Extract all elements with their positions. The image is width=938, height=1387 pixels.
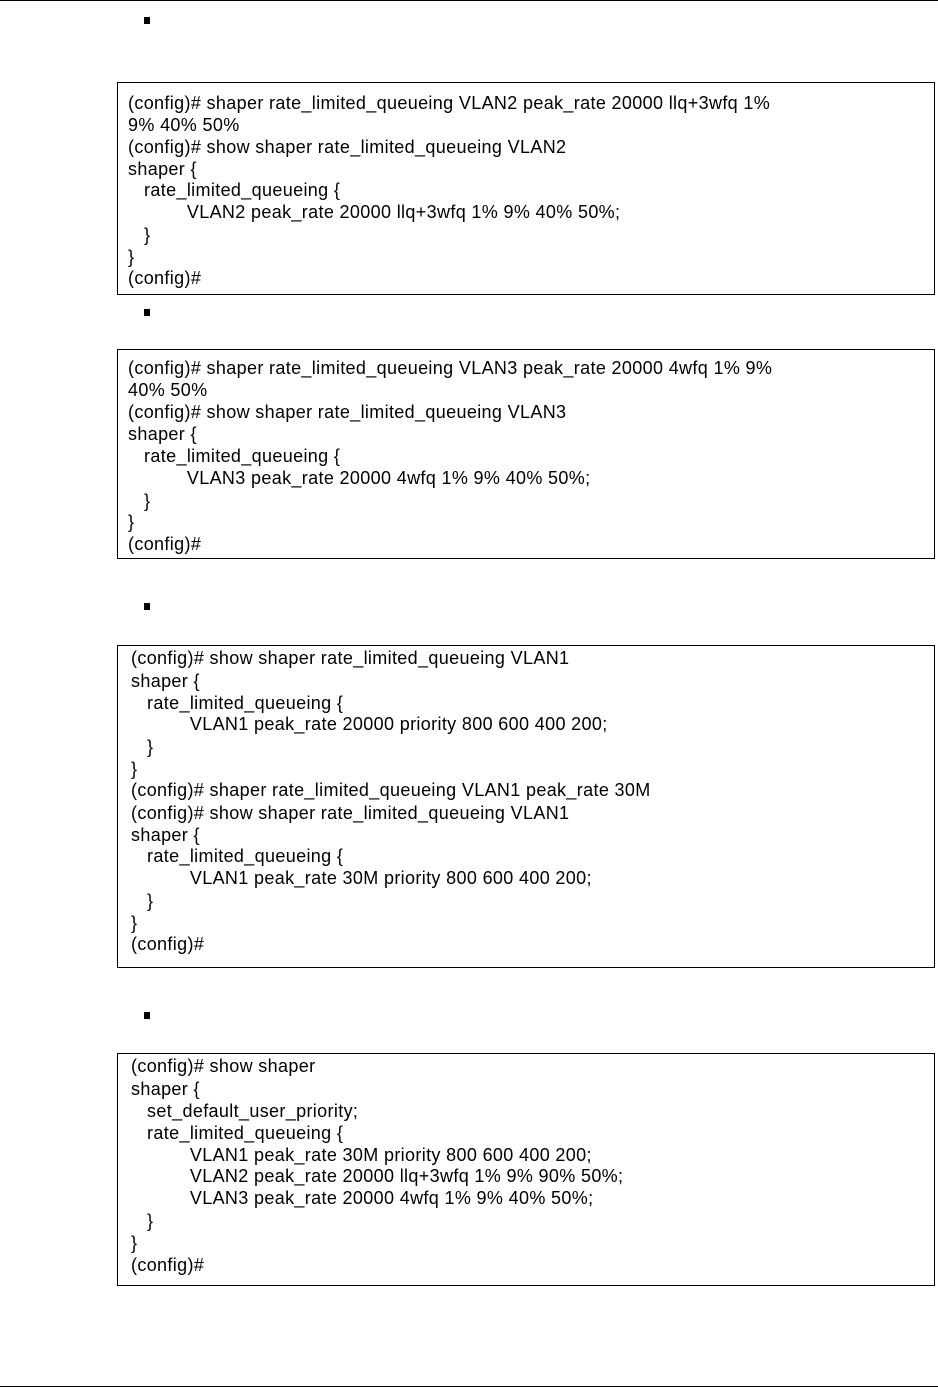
code-line: VLAN1 peak_rate 30M priority 800 600 400 200; <box>131 1145 592 1165</box>
bullet-marker <box>144 17 150 24</box>
code-line: } <box>131 737 154 757</box>
code-example-vlan2 <box>117 82 935 295</box>
code-line: 9% 40% 50% <box>128 115 240 135</box>
code-line: set_default_user_priority; <box>131 1101 359 1121</box>
code-line: rate_limited_queueing { <box>128 446 341 466</box>
code-line: (config)# show shaper <box>131 1056 316 1076</box>
code-line: (config)# shaper rate_limited_queueing VLAN3 peak_rate 20000 4wfq 1% 9% <box>128 358 773 378</box>
code-line: rate_limited_queueing { <box>131 846 344 866</box>
code-line: (config)# <box>128 268 202 288</box>
code-line: shaper { <box>131 1079 200 1099</box>
code-line: rate_limited_queueing { <box>131 1123 344 1143</box>
code-line: (config)# <box>131 934 205 954</box>
code-example-show-shaper <box>117 1053 935 1286</box>
code-line: (config)# shaper rate_limited_queueing VLAN1 peak_rate 30M <box>131 780 651 800</box>
code-line: } <box>131 759 138 779</box>
code-line: VLAN1 peak_rate 20000 priority 800 600 400 200; <box>131 714 608 734</box>
code-line: (config)# <box>128 534 202 554</box>
code-line: shaper { <box>131 825 200 845</box>
top-rule <box>0 0 938 1</box>
code-line: VLAN3 peak_rate 20000 4wfq 1% 9% 40% 50%; <box>131 1188 594 1208</box>
code-line: shaper { <box>128 424 197 444</box>
code-line: } <box>128 491 151 511</box>
code-line: } <box>131 1211 154 1231</box>
code-line: } <box>131 891 154 911</box>
code-line: } <box>131 913 138 933</box>
code-line: (config)# show shaper rate_limited_queueing VLAN1 <box>131 803 570 823</box>
code-line: VLAN1 peak_rate 30M priority 800 600 400 200; <box>131 868 592 888</box>
code-line: VLAN2 peak_rate 20000 llq+3wfq 1% 9% 90% 50%; <box>131 1166 624 1186</box>
code-line: VLAN2 peak_rate 20000 llq+3wfq 1% 9% 40% 50%; <box>128 202 621 222</box>
code-line: shaper { <box>131 671 200 691</box>
bullet-marker <box>144 1012 150 1019</box>
code-line: (config)# shaper rate_limited_queueing VLAN2 peak_rate 20000 llq+3wfq 1% <box>128 93 771 113</box>
code-line: shaper { <box>128 159 197 179</box>
code-line: (config)# show shaper rate_limited_queueing VLAN2 <box>128 137 567 157</box>
code-line: } <box>128 247 135 267</box>
code-example-vlan3 <box>117 349 935 559</box>
code-line: (config)# show shaper rate_limited_queueing VLAN1 <box>131 648 570 668</box>
code-line: } <box>128 225 151 245</box>
code-line: rate_limited_queueing { <box>131 693 344 713</box>
code-example-vlan1 <box>117 645 935 968</box>
code-line: } <box>131 1233 138 1253</box>
code-line: 40% 50% <box>128 380 208 400</box>
code-line: (config)# show shaper rate_limited_queueing VLAN3 <box>128 402 567 422</box>
code-line: VLAN3 peak_rate 20000 4wfq 1% 9% 40% 50%; <box>128 468 591 488</box>
bullet-marker <box>144 309 150 316</box>
bullet-marker <box>144 603 150 610</box>
code-line: rate_limited_queueing { <box>128 180 341 200</box>
code-line: (config)# <box>131 1255 205 1275</box>
code-line: } <box>128 512 135 532</box>
